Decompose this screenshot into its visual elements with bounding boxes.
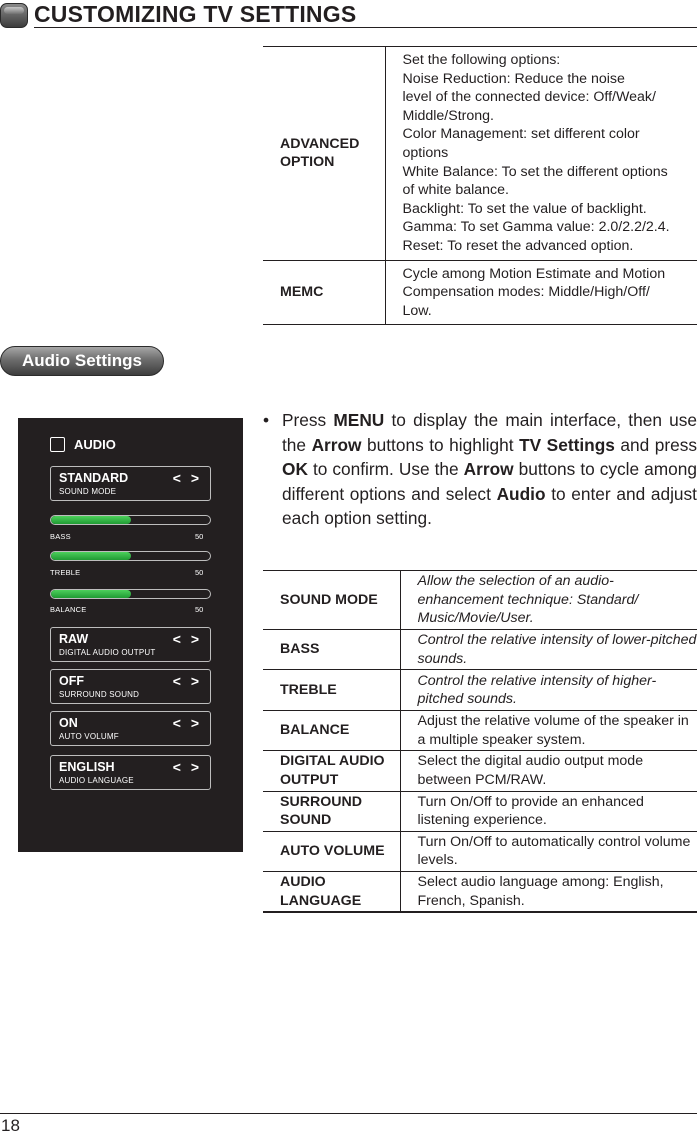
option-label: DIGITAL AUDIO OUTPUT xyxy=(59,648,156,657)
surround-sound-option[interactable] xyxy=(50,669,211,704)
option-value: ENGLISH xyxy=(59,760,115,774)
bass-slider[interactable] xyxy=(50,515,211,525)
setting-name: TREBLE xyxy=(280,681,337,698)
setting-description xyxy=(385,47,697,261)
setting-description: Turn On/Off to provide an enhanced listening experience. xyxy=(400,791,697,831)
option-value: STANDARD xyxy=(59,471,129,485)
instruction-fragment: to confirm. Use the xyxy=(307,459,464,479)
left-right-arrows-icon[interactable]: < > xyxy=(172,470,202,486)
emphasized-term: OK xyxy=(282,459,308,479)
audio-language-option[interactable] xyxy=(50,755,211,790)
slider-fill xyxy=(51,590,131,598)
footer-rule xyxy=(0,1113,697,1114)
table-row xyxy=(263,571,697,630)
audio-menu-title: AUDIO xyxy=(74,437,116,452)
setting-name: MEMC xyxy=(280,284,324,301)
setting-name: AUTO VOLUME xyxy=(280,843,385,860)
description-line: Low. xyxy=(402,302,432,319)
audio-menu-checkbox-icon xyxy=(50,437,65,452)
balance-slider[interactable] xyxy=(50,589,211,599)
instruction-fragment: to enter and adjust each option setting. xyxy=(282,483,697,528)
audio-settings-table xyxy=(263,570,697,913)
emphasized-term: Audio xyxy=(496,483,546,504)
table-row xyxy=(263,791,697,831)
instruction-fragment: buttons to highlight xyxy=(361,434,520,455)
treble-slider[interactable] xyxy=(50,551,211,561)
description-line: options xyxy=(402,144,449,161)
setting-name: SOUND MODE xyxy=(280,591,378,608)
description-line: Reset: To reset the advanced option. xyxy=(402,237,634,254)
table-row xyxy=(263,871,697,912)
audio-instructions xyxy=(263,408,697,531)
setting-name: SURROUND SOUND xyxy=(280,793,362,829)
setting-description: Control the relative intensity of higher-pitched sounds. xyxy=(400,670,697,711)
description-line: Color Management: set different color xyxy=(402,126,640,143)
emphasized-term: TV Settings xyxy=(519,434,615,455)
slider-fill xyxy=(51,516,131,524)
description-line: Gamma: To set Gamma value: 2.0/2.2/2.4. xyxy=(402,219,670,236)
auto-volumf-option[interactable] xyxy=(50,711,211,746)
slider-label: TREBLE xyxy=(50,568,81,577)
setting-description: Adjust the relative volume of the speaker in a multiple speaker system. xyxy=(400,711,697,751)
option-label: AUTO VOLUMF xyxy=(59,732,119,741)
instruction-text xyxy=(282,408,697,531)
setting-name: BALANCE xyxy=(280,722,350,739)
option-label: AUDIO LANGUAGE xyxy=(59,776,134,785)
slider-value: 50 xyxy=(195,605,204,614)
description-line: White Balance: To set the different options xyxy=(402,163,668,180)
description-line: Cycle among Motion Estimate and Motion xyxy=(402,265,666,282)
setting-description: Turn On/Off to automatically control volume levels. xyxy=(400,831,697,871)
table-row xyxy=(263,831,697,871)
table-row xyxy=(263,47,697,261)
option-value: OFF xyxy=(59,674,84,688)
description-line: of white balance. xyxy=(402,182,509,199)
emphasized-term: MENU xyxy=(333,410,385,430)
page-title: CUSTOMIZING TV SETTINGS xyxy=(34,1,357,27)
option-value: ON xyxy=(59,716,78,730)
left-right-arrows-icon[interactable]: < > xyxy=(172,673,202,689)
slider-label: BALANCE xyxy=(50,605,87,614)
setting-name: ADVANCED OPTION xyxy=(280,135,360,171)
table-row xyxy=(263,751,697,791)
instruction-fragment: Press xyxy=(282,410,334,430)
audio-table-body xyxy=(263,571,697,913)
left-right-arrows-icon[interactable]: < > xyxy=(172,759,202,775)
bullet-icon: • xyxy=(263,410,270,430)
setting-description: Select the digital audio output mode between PCM/RAW. xyxy=(400,751,697,791)
setting-description xyxy=(385,260,697,325)
description-line: Compensation modes: Middle/High/Off/ xyxy=(402,284,650,301)
tv-audio-menu-screenshot xyxy=(18,418,243,852)
slider-value: 50 xyxy=(195,532,204,541)
emphasized-term: Arrow xyxy=(463,459,514,479)
left-right-arrows-icon[interactable]: < > xyxy=(172,715,202,731)
description-line: Noise Reduction: Reduce the noise xyxy=(402,70,625,87)
setting-name: DIGITAL AUDIO OUTPUT xyxy=(280,753,385,788)
description-line: level of the connected device: Off/Weak/ xyxy=(402,89,656,106)
setting-name: AUDIO LANGUAGE xyxy=(280,874,362,909)
advanced-table-body xyxy=(263,47,697,325)
description-line: Set the following options: xyxy=(402,52,561,68)
setting-description: Control the relative intensity of lower-pitched sounds. xyxy=(400,630,697,670)
table-row xyxy=(263,630,697,670)
description-line: Backlight: To set the value of backlight. xyxy=(402,200,647,217)
header-badge-icon xyxy=(0,3,28,28)
sound-mode-option[interactable] xyxy=(50,466,211,501)
page-number: 18 xyxy=(1,1116,20,1135)
table-row xyxy=(263,711,697,751)
setting-description: Allow the selection of an audio-enhancement technique: Standard/ Music/Movie/User. xyxy=(400,571,697,630)
table-row xyxy=(263,670,697,711)
slider-fill xyxy=(51,552,131,560)
left-right-arrows-icon[interactable]: < > xyxy=(172,631,202,647)
emphasized-term: Arrow xyxy=(311,434,362,455)
setting-description: Select audio language among: English, French, Spanish. xyxy=(400,871,697,912)
description-line: Middle/Strong. xyxy=(402,107,494,124)
option-label: SOUND MODE xyxy=(59,487,117,496)
instruction-fragment: and press xyxy=(614,434,697,455)
option-value: RAW xyxy=(59,632,89,646)
table-row xyxy=(263,260,697,325)
audio-settings-section-label: Audio Settings xyxy=(0,346,164,376)
option-label: SURROUND SOUND xyxy=(59,690,140,699)
advanced-settings-table xyxy=(263,46,697,325)
instruction-fragment: buttons to cycle among different options and select xyxy=(282,459,697,504)
slider-value: 50 xyxy=(195,568,204,577)
header-rule xyxy=(34,27,697,28)
digital-audio-output-option[interactable] xyxy=(50,627,211,662)
slider-label: BASS xyxy=(50,532,71,541)
setting-name: BASS xyxy=(280,641,320,658)
instruction-fragment: to display the main interface, then use the xyxy=(282,410,697,455)
